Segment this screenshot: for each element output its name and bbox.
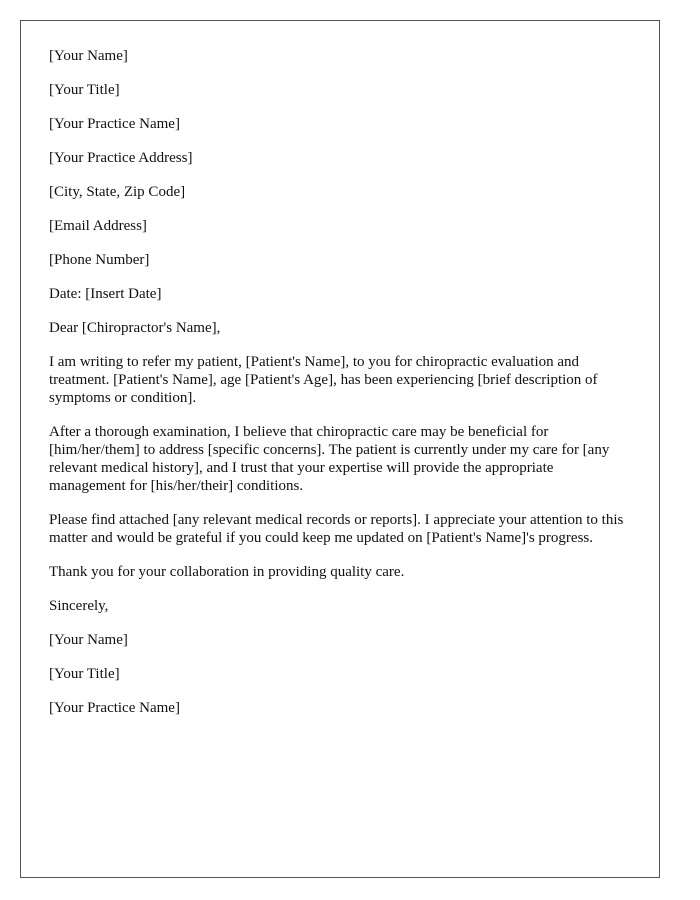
signature-name: [Your Name] [49,632,128,648]
salutation: Dear [Chiropractor's Name], [49,320,221,336]
body-paragraph-2: After a thorough examination, I believe that chiropractic care may be beneficial for [him/her/them] to address [specific concerns]. The patient is currently under my care for [any relevant medical history], and I trust that your expertise will provide the appropriate management for [his/her/their] conditions. [49,424,610,494]
sender-practice-name: [Your Practice Name] [49,116,180,132]
date-line: Date: [Insert Date] [49,286,162,302]
sender-title: [Your Title] [49,82,120,98]
letter-page [20,20,660,878]
sender-email: [Email Address] [49,218,147,234]
valediction: Sincerely, [49,598,109,614]
signature-title: [Your Title] [49,666,120,682]
sender-name: [Your Name] [49,48,128,64]
sender-city-state-zip: [City, State, Zip Code] [49,184,186,200]
body-paragraph-3: Please find attached [any relevant medical records or reports]. I appreciate your attention to this matter and would be grateful if you could keep me updated on [Patient's Name]'s progress. [49,512,624,546]
letter-body [49,47,629,733]
sender-phone: [Phone Number] [49,252,150,268]
body-paragraph-1: I am writing to refer my patient, [Patient's Name], to you for chiropractic evaluation and treatment. [Patient's Name], age [Patient's Age], has been experiencing [brief description of symptoms or condition]. [49,354,598,406]
signature-practice-name: [Your Practice Name] [49,700,180,716]
body-paragraph-4: Thank you for your collaboration in providing quality care. [49,564,405,580]
sender-practice-address: [Your Practice Address] [49,150,193,166]
